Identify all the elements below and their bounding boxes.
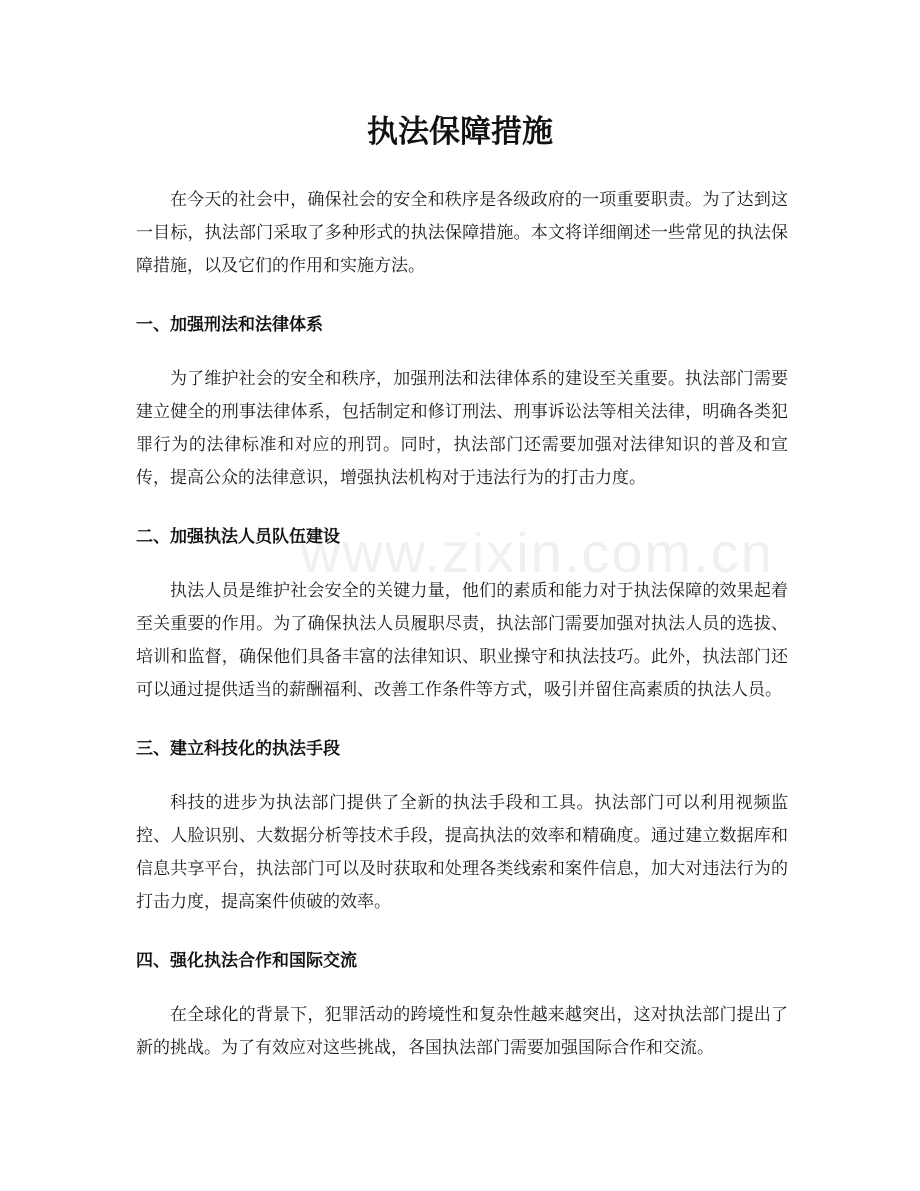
section-2-heading: 二、加强执法人员队伍建设 — [136, 527, 340, 547]
document-body — [136, 184, 788, 1065]
document-title: 执法保障措施 — [367, 114, 553, 150]
section-3-heading: 三、建立科技化的执法手段 — [136, 739, 340, 759]
section-4-heading: 四、强化执法合作和国际交流 — [136, 951, 357, 971]
intro-paragraph: 在今天的社会中，确保社会的安全和秩序是各级政府的一项重要职责。为了达到这一目标，执法部门采取了多种形式的执法保障措施。本文将详细阐述一些常见的执法保障措施，以及它们的作用和实施方法。 — [136, 190, 788, 276]
section-2-paragraph: 执法人员是维护社会安全的关键力量，他们的素质和能力对于执法保障的效果起着至关重要的作用。为了确保执法人员履职尽责，执法部门需要加强对执法人员的选拔、培训和监督，确保他们具备丰富的法律知识、职业操守和执法技巧。此外，执法部门还可以通过提供适当的薪酬福利、改善工作条件等方式，吸引并留住高素质的执法人员。 — [136, 581, 788, 700]
watermark: www.zixin.com.cn — [300, 521, 774, 584]
section-1-paragraph: 为了维护社会的安全和秩序，加强刑法和法律体系的建设至关重要。执法部门需要建立健全的刑事法律体系，包括制定和修订刑法、刑事诉讼法等相关法律，明确各类犯罪行为的法律标准和对应的刑罚。同时，执法部门还需要加强对法律知识的普及和宣传，提高公众的法律意识，增强执法机构对于违法行为的打击力度。 — [136, 369, 788, 488]
section-3-paragraph: 科技的进步为执法部门提供了全新的执法手段和工具。执法部门可以利用视频监控、人脸识别、大数据分析等技术手段，提高执法的效率和精确度。通过建立数据库和信息共享平台，执法部门可以及时获取和处理各类线索和案件信息，加大对违法行为的打击力度，提高案件侦破的效率。 — [136, 793, 788, 912]
section-4-paragraph: 在全球化的背景下，犯罪活动的跨境性和复杂性越来越突出，这对执法部门提出了新的挑战。为了有效应对这些挑战，各国执法部门需要加强国际合作和交流。 — [136, 1005, 788, 1058]
section-1-heading: 一、加强刑法和法律体系 — [136, 315, 323, 335]
